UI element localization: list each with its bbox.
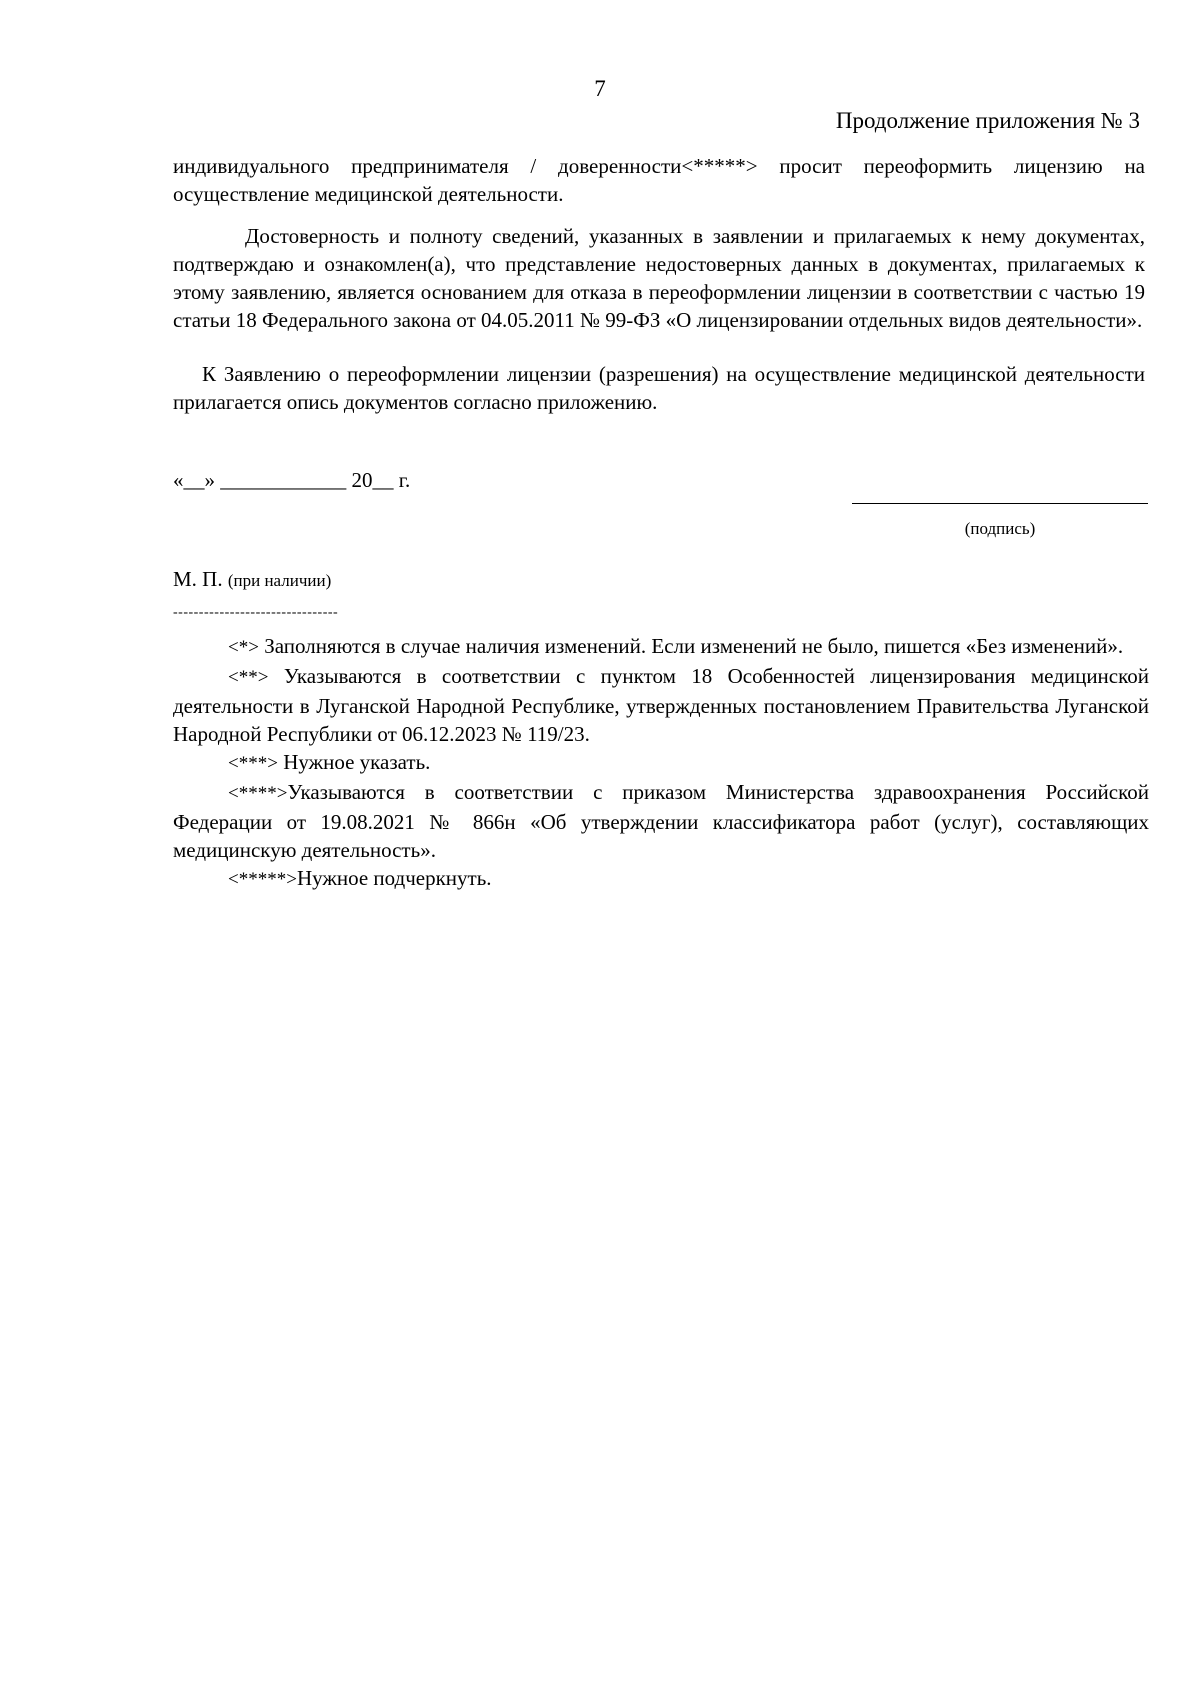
footnote-1 — [173, 632, 1149, 662]
footnotes — [173, 632, 1149, 894]
paragraph-attachments: К Заявлению о переоформлении лицензии (разрешения) на осуществление медицинской деятельности прилагается опись документов согласно приложению. — [173, 362, 1145, 414]
footnote-5 — [173, 864, 1149, 894]
seal-note: (при наличии) — [227, 571, 332, 590]
footnote-marker: <*> — [228, 637, 259, 658]
footnote-3 — [173, 748, 1149, 778]
footnote-text: Указываются в соответствии с приказом Министерства здравоохранения Российской Федерации от 19.08.2021 № 866н «Об утверждении классификатора работ (услуг), составляющих медицинскую деятельность». — [173, 780, 1149, 862]
date-field: «__» ____________ 20__ г. — [173, 468, 411, 492]
seal-line — [173, 567, 331, 592]
footnote-marker: <*****> — [228, 869, 297, 890]
signature-caption: (подпись) — [964, 519, 1036, 538]
footnote-marker: <**> — [228, 667, 269, 688]
footnote-divider: -------------------------------- — [173, 605, 339, 620]
appendix-header: Продолжение приложения № 3 — [835, 108, 1140, 133]
footnote-text: Заполняются в случае наличия изменений. Если изменений не было, пишется «Без изменений». — [258, 634, 1124, 658]
footnote-2 — [173, 662, 1149, 748]
signature-line — [852, 503, 1148, 504]
footnote-marker: <***> — [228, 753, 278, 774]
paragraph-request: индивидуального предпринимателя / доверенности<*****> просит переоформить лицензию на осуществление медицинской деятельности. — [173, 154, 1145, 206]
footnote-marker: <****> — [228, 783, 288, 804]
footnote-text: Указываются в соответствии с пунктом 18 Особенностей лицензирования медицинской деятельности в Луганской Народной Республике, утвержденных постановлением Правительства Луганской Народной Республики от 06.12.2023 № 119/23. — [173, 664, 1149, 746]
paragraph-reliability: Достоверность и полноту сведений, указанных в заявлении и прилагаемых к нему документах, подтверждаю и ознакомлен(а), что представление недостоверных данных в документах, прилагаемых к этому заявлению, является основанием для отказа в переоформлении лицензии в соответствии с частью 19 статьи 18 Федерального закона от 04.05.2011 № 99-ФЗ «О лицензировании отдельных видов деятельности». — [173, 224, 1145, 332]
page-number: 7 — [594, 76, 606, 101]
footnote-text: Нужное указать. — [277, 750, 431, 774]
footnote-4 — [173, 778, 1149, 864]
seal-label: М. П. — [173, 567, 223, 591]
footnote-text: Нужное подчеркнуть. — [296, 866, 492, 890]
